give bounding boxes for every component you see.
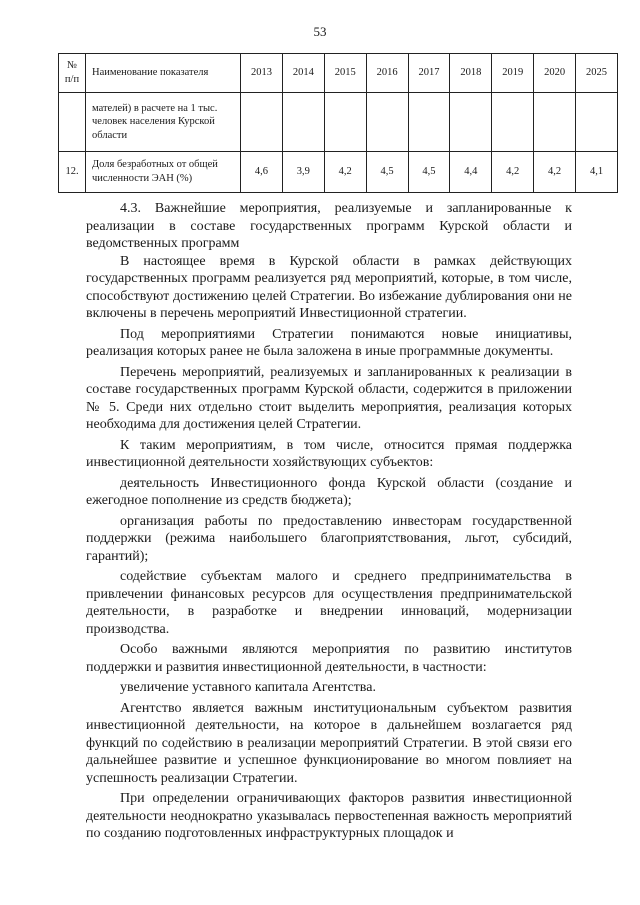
indicator-name: Доля безработных от общей численности ЭАН (%): [86, 152, 241, 193]
value-cell: [241, 93, 283, 152]
header-year: 2014: [282, 54, 324, 93]
header-year: 2013: [241, 54, 283, 93]
value-cell: 4,2: [324, 152, 366, 193]
row-number: [59, 93, 86, 152]
paragraph: При определении ограничивающих факторов развития инвестиционной деятельности неоднократно указывалась первостепенная важность мероприятий по созданию подготовленных инфраструктурных площадок и: [86, 791, 572, 841]
header-year: 2015: [324, 54, 366, 93]
value-cell: [366, 93, 408, 152]
value-cell: 4,5: [366, 152, 408, 193]
value-cell: [492, 93, 534, 152]
value-cell: [282, 93, 324, 152]
list-item: деятельность Инвестиционного фонда Курской области (создание и ежегодное пополнение из средств бюджета);: [86, 475, 572, 508]
header-year: 2020: [534, 54, 576, 93]
value-cell: 4,2: [534, 152, 576, 193]
header-year: 2017: [408, 54, 450, 93]
section-heading: 4.3. Важнейшие мероприятия, реализуемые и запланированные к реализации в составе государственных программ Курской области и ведомственных программ: [86, 201, 572, 251]
value-cell: [450, 93, 492, 152]
row-number: 12.: [59, 152, 86, 193]
value-cell: 3,9: [282, 152, 324, 193]
list-item: организация работы по предоставлению инвесторам государственной поддержки (режима наибольшего благоприятствования, льгот, субсидий, гарантий);: [86, 513, 572, 564]
paragraph: Агентство является важным институциональным субъектом развития инвестиционной деятельности, на которое в дальнейшем возлагается ряд функций по содействию в реализации мероприятий Стратегии. В этой связи его дальнейшее развитие и успешное функционирование во многом повлияет на успешность реализации Стратегии.: [86, 700, 572, 786]
list-item: увеличение уставного капитала Агентства.: [120, 680, 376, 695]
value-cell: 4,5: [408, 152, 450, 193]
paragraph: К таким мероприятиям, в том числе, относится прямая поддержка инвестиционной деятельности хозяйствующих субъектов:: [86, 437, 572, 470]
paragraph: Перечень мероприятий, реализуемых и запланированных к реализации в составе государственных программ Курской области, содержится в приложении № 5. Среди них отдельно стоит выделить мероприятия, реализация которых необходима для достижения целей Стратегии.: [86, 364, 572, 432]
paragraph: В настоящее время в Курской области в рамках действующих государственных программ реализуется ряд мероприятий, которые, в том числе, способствуют достижению целей Стратегии. Во избежание дублирования они не включены в перечень мероприятий Инвестиционной стратегии.: [86, 253, 572, 321]
value-cell: [576, 93, 618, 152]
header-year: 2019: [492, 54, 534, 93]
value-cell: 4,4: [450, 152, 492, 193]
indicators-table: [58, 53, 618, 193]
section-4-3: [86, 200, 572, 843]
paragraph: Под мероприятиями Стратегии понимаются новые инициативы, реализация которых ранее не была заложена в иные программные документы.: [86, 326, 572, 359]
value-cell: 4,1: [576, 152, 618, 193]
header-indicator-name: Наименование показателя: [86, 54, 241, 93]
table-row: [59, 93, 618, 152]
page-number: 53: [313, 24, 327, 39]
header-year: 2018: [450, 54, 492, 93]
table-row: [59, 152, 618, 193]
header-number: № п/п: [59, 54, 86, 93]
indicator-name: мателей) в расчете на 1 тыс. человек населения Курской области: [86, 93, 241, 152]
table-header-row: [59, 54, 618, 93]
value-cell: [534, 93, 576, 152]
list-item: содействие субъектам малого и среднего предпринимательства в привлечении финансовых ресурсов для осуществления предпринимательской деятельности, в разработке и внедрении инноваций, модернизации производства.: [86, 569, 572, 637]
header-year: 2016: [366, 54, 408, 93]
value-cell: 4,6: [241, 152, 283, 193]
value-cell: [324, 93, 366, 152]
paragraph: Особо важными являются мероприятия по развитию институтов поддержки и развития инвестиционной деятельности, в частности:: [86, 642, 572, 675]
value-cell: [408, 93, 450, 152]
header-year: 2025: [576, 54, 618, 93]
value-cell: 4,2: [492, 152, 534, 193]
